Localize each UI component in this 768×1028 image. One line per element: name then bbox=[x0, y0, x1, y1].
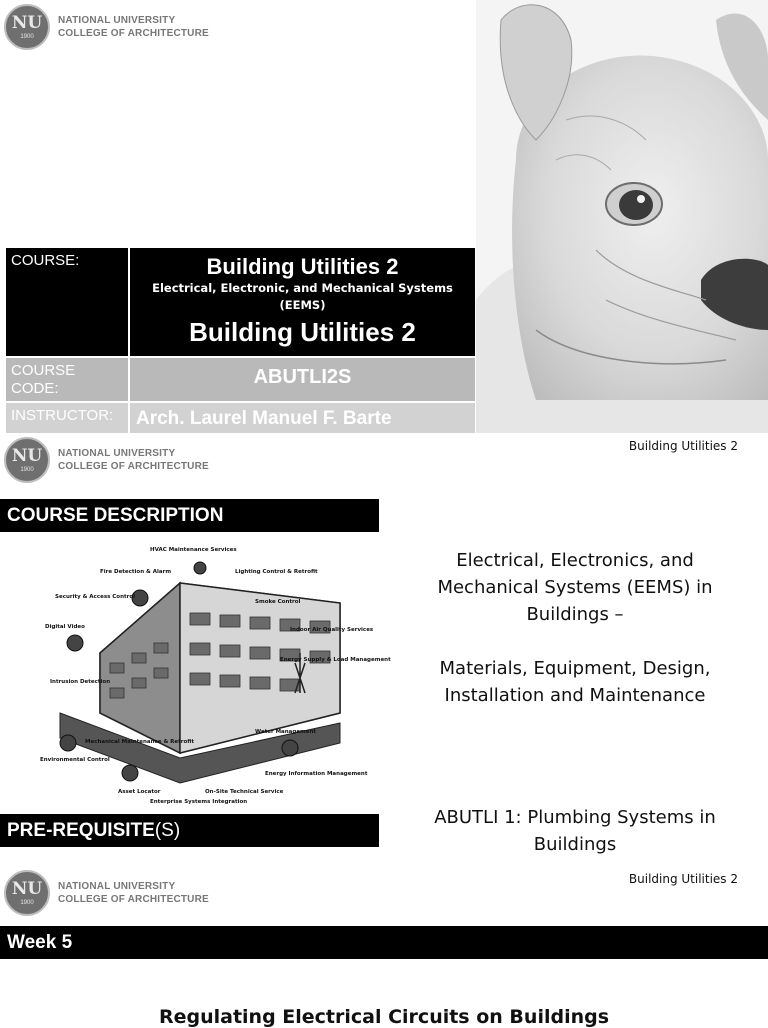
diagram-label-energy-supply: Energy Supply & Load Management bbox=[280, 657, 391, 663]
nu-seal-icon: NU 1900 bbox=[4, 870, 50, 916]
nu-seal-icon: NU 1900 bbox=[4, 4, 50, 50]
course-description-text: Electrical, Electronics, and Mechanical Systems (EEMS) in Buildings – Materials, Equipment, Design, Installation and Maintenance bbox=[437, 550, 713, 706]
course-code-label: COURSE CODE: bbox=[6, 358, 130, 401]
diagram-label-smoke: Smoke Control bbox=[255, 599, 301, 605]
diagram-label-video: Digital Video bbox=[45, 624, 85, 630]
course-code-value: ABUTLI2S bbox=[253, 366, 352, 388]
university-logo bbox=[4, 4, 209, 50]
diagram-label-enterprise: Enterprise Systems Integration bbox=[150, 799, 248, 805]
slide-footer-label: Building Utilities 2 bbox=[628, 439, 738, 453]
diagram-label-water: Water Management bbox=[255, 729, 317, 735]
university-name: NATIONAL UNIVERSITY bbox=[58, 448, 176, 459]
university-name: NATIONAL UNIVERSITY bbox=[58, 881, 176, 892]
instructor-row bbox=[6, 401, 475, 433]
building-systems-diagram bbox=[40, 543, 391, 808]
diagram-label-mechanical: Mechanical Maintenance & Retrofit bbox=[85, 739, 194, 745]
college-name: COLLEGE OF ARCHITECTURE bbox=[58, 894, 209, 905]
course-row bbox=[6, 248, 475, 356]
diagram-label-security: Security & Access Control bbox=[55, 594, 136, 600]
university-name: NATIONAL UNIVERSITY bbox=[58, 15, 176, 26]
slide-1 bbox=[0, 0, 768, 433]
slide-footer-label: Building Utilities 2 bbox=[628, 872, 738, 886]
dog-drawing-image bbox=[476, 0, 768, 433]
slide-2 bbox=[0, 433, 768, 866]
diagram-label-lighting: Lighting Control & Retrofit bbox=[235, 569, 318, 575]
nu-seal-icon: NU 1900 bbox=[4, 437, 50, 483]
university-logo bbox=[4, 870, 209, 916]
course-title: Building Utilities 2 bbox=[206, 254, 399, 279]
diagram-label-asset: Asset Locator bbox=[118, 789, 161, 795]
college-name: COLLEGE OF ARCHITECTURE bbox=[58, 28, 209, 39]
course-label: COURSE: bbox=[6, 248, 130, 356]
prerequisite-text: ABUTLI 1: Plumbing Systems in Buildings bbox=[434, 807, 716, 855]
instructor-label: INSTRUCTOR: bbox=[6, 403, 130, 433]
diagram-label-environmental: Environmental Control bbox=[40, 757, 110, 763]
instructor-value: Arch. Laurel Manuel F. Barte bbox=[136, 408, 392, 429]
diagram-label-intrusion: Intrusion Detection bbox=[50, 679, 111, 685]
university-logo bbox=[4, 437, 209, 483]
diagram-label-fire: Fire Detection & Alarm bbox=[100, 569, 172, 575]
diagram-label-onsite: On-Site Technical Service bbox=[205, 789, 284, 795]
college-name: COLLEGE OF ARCHITECTURE bbox=[58, 461, 209, 472]
lesson-title: Regulating Electrical Circuits on Buildings bbox=[158, 1006, 610, 1028]
diagram-label-energy-info: Energy Information Management bbox=[265, 771, 368, 777]
slide-3 bbox=[0, 866, 768, 1028]
course-title-bold: Building Utilities 2 bbox=[189, 317, 416, 347]
course-code-row bbox=[6, 356, 475, 401]
prerequisite-heading: PRE-REQUISITE(S) bbox=[0, 814, 379, 847]
diagram-label-hvac: HVAC Maintenance Services bbox=[150, 547, 237, 553]
course-description-heading: COURSE DESCRIPTION bbox=[0, 499, 379, 532]
week-heading: Week 5 bbox=[0, 926, 768, 959]
diagram-label-air: Indoor Air Quality Services bbox=[290, 627, 374, 633]
course-info-table bbox=[6, 248, 475, 433]
course-subtitle: Electrical, Electronic, and Mechanical Systems (EEMS) bbox=[152, 281, 453, 312]
